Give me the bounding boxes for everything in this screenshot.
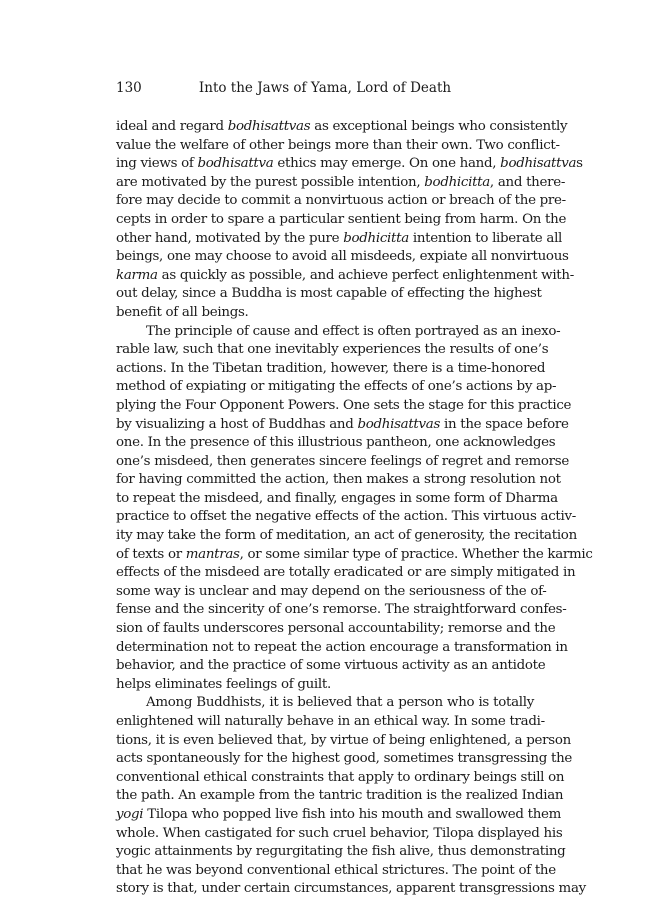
text-line: ing views of bodhisattva ethics may emerge. On one hand, bodhisattvas: [116, 156, 583, 172]
text-line: for having committed the action, then makes a strong resolution not: [116, 472, 561, 488]
text-line: beings, one may choose to avoid all misdeeds, expiate all nonvirtuous: [116, 249, 569, 265]
running-header: [116, 78, 534, 98]
text-line: The principle of cause and effect is often portrayed as an inexo-: [146, 323, 561, 339]
text-line: actions. In the Tibetan tradition, however, there is a time-honored: [116, 360, 546, 376]
text-line: by visualizing a host of Buddhas and bodhisattvas in the space before: [116, 416, 569, 432]
text-line: out delay, since a Buddha is most capable of effecting the highest: [116, 286, 542, 302]
text-line: conventional ethical constraints that apply to ordinary beings still on: [116, 769, 565, 785]
text-line: tions, it is even believed that, by virtue of being enlightened, a person: [116, 732, 571, 748]
text-line: one. In the presence of this illustrious pantheon, one acknowledges: [116, 435, 556, 451]
text-line: helps eliminates feelings of guilt.: [116, 676, 331, 692]
text-line: behavior, and the practice of some virtuous activity as an antidote: [116, 658, 546, 674]
text-line: rable law, such that one inevitably experiences the results of one’s: [116, 342, 549, 358]
text-line: other hand, motivated by the pure bodhicitta intention to liberate all: [116, 230, 563, 246]
text-line: sion of faults underscores personal accountability; remorse and the: [116, 621, 556, 637]
body-text: [116, 118, 593, 899]
text-line: determination not to repeat the action encourage a transformation in: [116, 639, 568, 655]
text-line: fense and the sincerity of one’s remorse. The straightforward confes-: [116, 602, 567, 618]
text-line: yogic attainments by regurgitating the fish alive, thus demonstrating: [116, 844, 566, 860]
text-line: ity may take the form of meditation, an act of generosity, the recitation: [116, 528, 577, 544]
text-line: some way is unclear and may depend on the seriousness of the of-: [116, 583, 547, 599]
text-line: plying the Four Opponent Powers. One sets the stage for this practice: [116, 397, 572, 413]
text-line: story is that, under certain circumstances, apparent transgressions may: [116, 881, 586, 897]
text-line: of texts or mantras, or some similar type of practice. Whether the karmic: [116, 546, 593, 562]
text-line: acts spontaneously for the highest good, sometimes transgressing the: [116, 751, 573, 767]
running-title: Into the Jaws of Yama, Lord of Death: [198, 80, 452, 96]
text-line: practice to offset the negative effects of the action. This virtuous activ-: [116, 509, 576, 525]
text-line: effects of the misdeed are totally eradicated or are simply mitigated in: [116, 565, 576, 581]
text-line: whole. When castigated for such cruel behavior, Tilopa displayed his: [116, 825, 563, 841]
text-line: enlightened will naturally behave in an ethical way. In some tradi-: [116, 714, 545, 729]
text-line: the path. An example from the tantric tradition is the realized Indian: [116, 788, 564, 804]
text-line: karma as quickly as possible, and achieve perfect enlightenment with-: [116, 267, 574, 283]
text-line: that he was beyond conventional ethical strictures. The point of the: [116, 862, 556, 878]
text-line: fore may decide to commit a nonvirtuous action or breach of the pre-: [116, 193, 566, 209]
text-line: one’s misdeed, then generates sincere feelings of regret and remorse: [116, 453, 569, 469]
text-line: yogi Tilopa who popped live fish into his mouth and swallowed them: [116, 806, 562, 822]
text-line: to repeat the misdeed, and finally, engages in some form of Dharma: [116, 490, 558, 506]
text-line: benefit of all beings.: [116, 304, 249, 320]
text-line: value the welfare of other beings more than their own. Two conflict-: [116, 137, 560, 153]
text-line: Among Buddhists, it is believed that a person who is totally: [146, 695, 534, 711]
text-line: cepts in order to spare a particular sentient being from harm. On the: [116, 211, 567, 227]
text-line: ideal and regard bodhisattvas as exceptional beings who consistently: [116, 119, 568, 134]
text-line: method of expiating or mitigating the effects of one’s actions by ap-: [116, 379, 557, 395]
page-number: 130: [116, 80, 142, 96]
text-line: are motivated by the purest possible intention, bodhicitta, and there-: [116, 174, 566, 190]
